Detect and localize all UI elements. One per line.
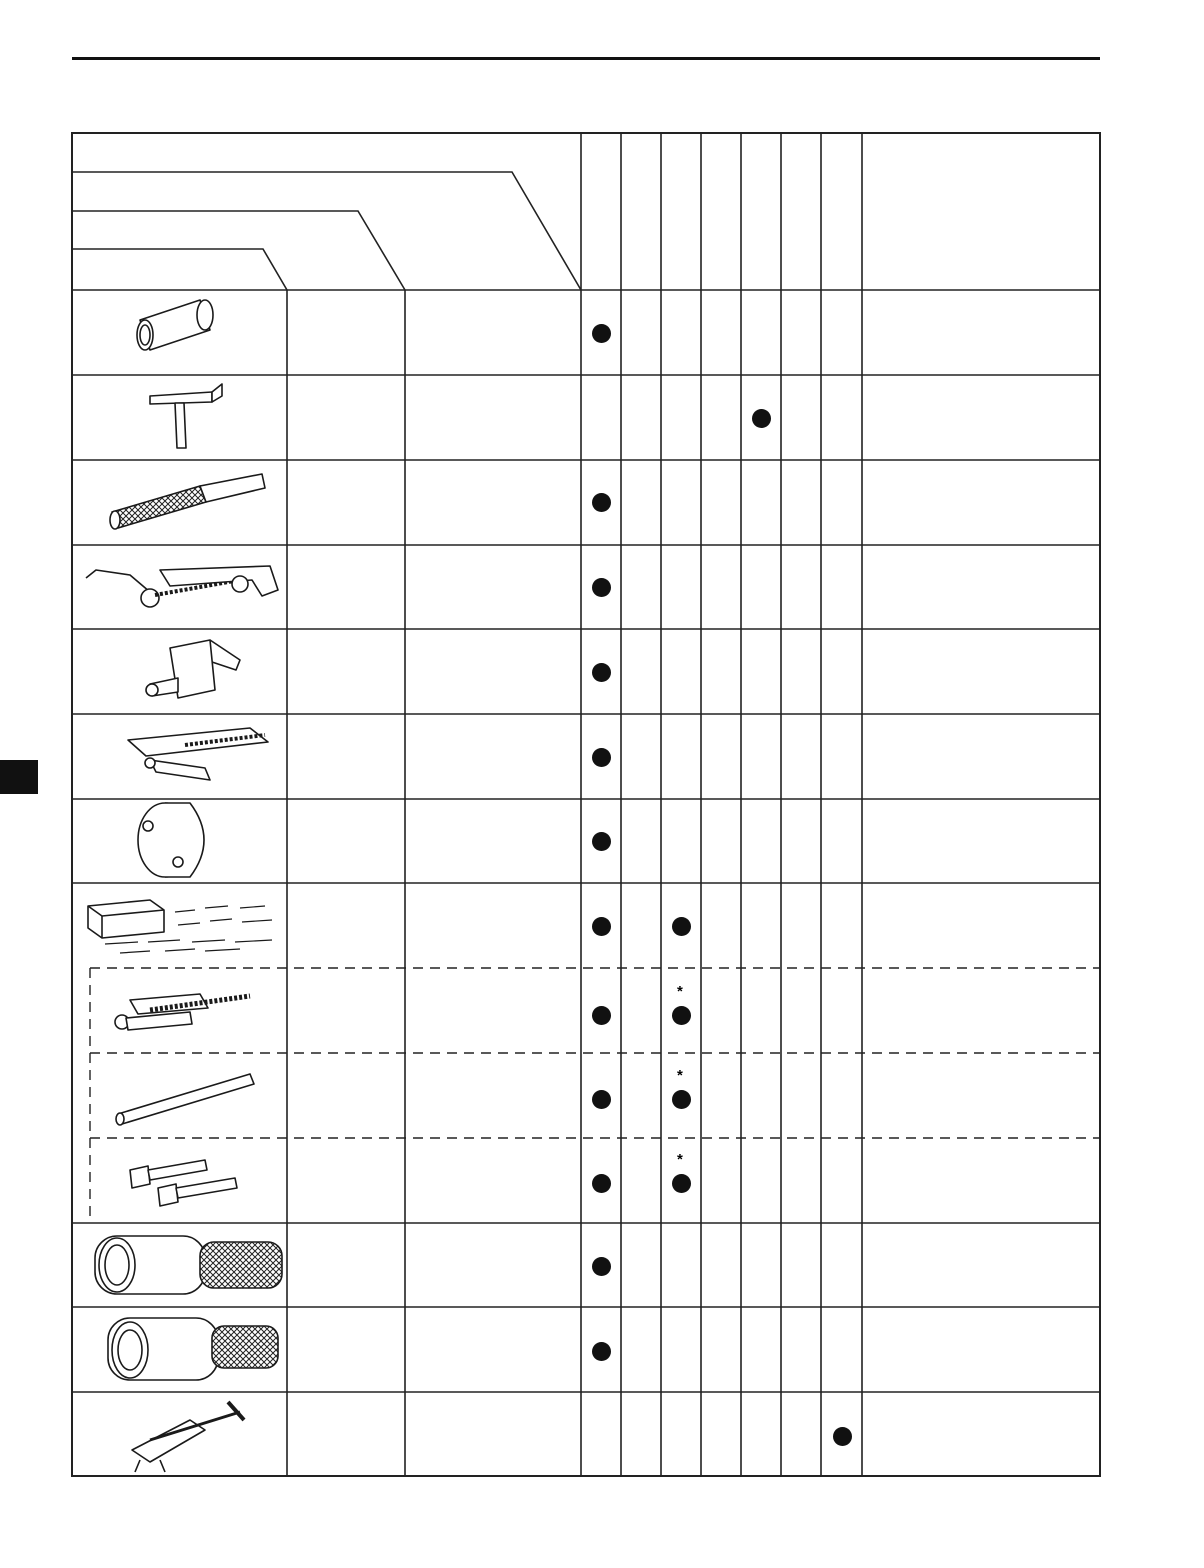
filled-circle-icon [833,1427,852,1446]
c-clamp-compressor-icon [86,566,278,607]
puller-set-case-icon [88,900,272,953]
part-name-cell [410,1053,575,1138]
filled-circle-icon [592,324,611,343]
puller-yoke-screw-icon [115,994,250,1030]
hub-bearing-puller-icon [132,1402,244,1472]
part-name-cell [410,290,575,375]
header-part-number [80,218,280,246]
part-number-cell [292,375,400,460]
part-name-cell [410,460,575,545]
filled-circle-icon [592,1342,611,1361]
note-cell [868,1307,1094,1392]
part-number-cell [292,629,400,714]
note-cell [868,1392,1094,1476]
part-name-cell [410,375,575,460]
part-name-cell [410,1392,575,1476]
note-cell [868,545,1094,629]
filled-circle-icon [672,1174,691,1193]
header-number-line [72,249,287,290]
filled-circle-icon [672,1006,691,1025]
oil-seal-replacer-icon [95,1236,282,1294]
part-number-cell [292,290,400,375]
deep-socket-icon [137,300,213,350]
filled-circle-icon [672,1090,691,1109]
header-note [870,140,1090,280]
part-number-cell [292,1223,400,1307]
filled-circle-icon [672,917,691,936]
header-part-name [80,178,380,206]
note-cell [868,883,1094,968]
filled-circle-icon [592,832,611,851]
note-cell [868,968,1094,1053]
note-cell [868,375,1094,460]
filled-circle-icon [592,1257,611,1276]
subitem-star: * [677,1151,683,1168]
filled-circle-icon [592,1006,611,1025]
t-handle-wrench-icon [150,384,222,448]
part-name-cell [410,1138,575,1223]
part-name-cell [410,629,575,714]
note-cell [868,1223,1094,1307]
bearing-replacer-icon [108,1318,278,1380]
filled-circle-icon [592,748,611,767]
note-cell [868,714,1094,799]
sliding-handle-icon [116,1074,254,1125]
part-number-cell [292,968,400,1053]
filled-circle-icon [592,578,611,597]
filled-circle-icon [592,1090,611,1109]
part-number-cell [292,545,400,629]
part-name-cell [410,799,575,883]
note-cell [868,1138,1094,1223]
part-number-cell [292,1053,400,1138]
part-name-cell [410,714,575,799]
part-name-cell [410,545,575,629]
part-name-cell [410,883,575,968]
part-number-cell [292,1307,400,1392]
note-cell [868,629,1094,714]
header-tool-drawing [80,140,500,168]
flange-holder-icon [138,803,204,877]
note-cell [868,290,1094,375]
subitem-star: * [677,1067,683,1084]
part-number-cell [292,799,400,883]
subitem-star: * [677,983,683,1000]
filled-circle-icon [592,917,611,936]
filled-circle-icon [752,409,771,428]
knurled-drift-icon [110,474,265,529]
part-number-cell [292,460,400,545]
part-name-cell [410,968,575,1053]
part-number-cell [292,1392,400,1476]
bolt-pair-icon [130,1160,237,1206]
filled-circle-icon [592,493,611,512]
filled-circle-icon [592,663,611,682]
part-name-cell [410,1307,575,1392]
yoke-puller-icon [146,640,240,698]
part-number-cell [292,1138,400,1223]
bar-puller-icon [128,728,268,780]
note-cell [868,799,1094,883]
part-name-cell [410,1223,575,1307]
filled-circle-icon [592,1174,611,1193]
part-number-cell [292,883,400,968]
note-cell [868,460,1094,545]
part-number-cell [292,714,400,799]
note-cell [868,1053,1094,1138]
